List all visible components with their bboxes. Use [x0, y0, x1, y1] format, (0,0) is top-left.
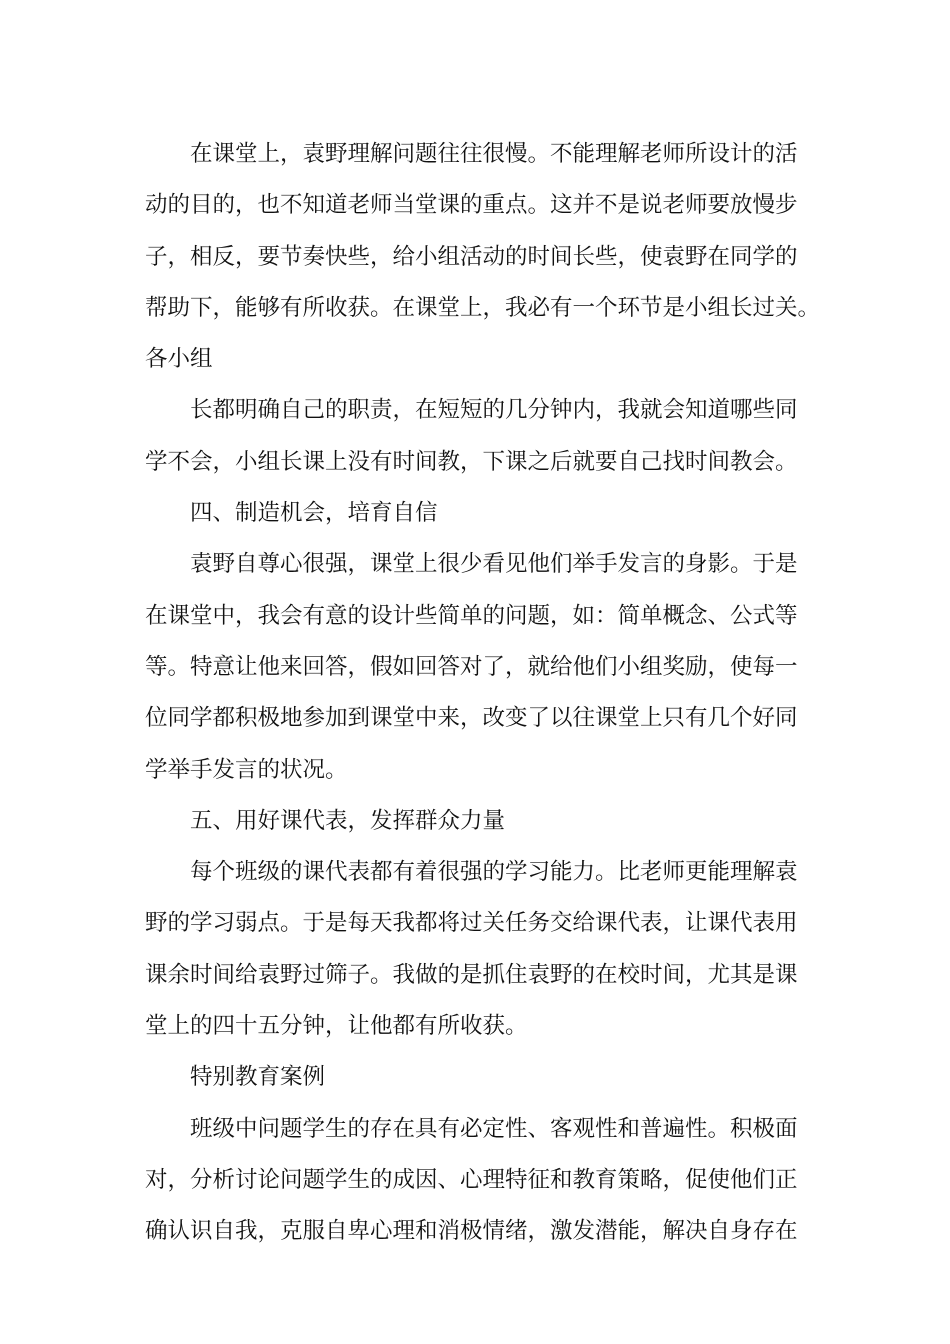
section-heading: 五、用好课代表，发挥群众力量 — [190, 807, 506, 834]
paragraph-line: 在课堂中，我会有意的设计些简单的问题，如：简单概念、公式等 — [145, 602, 798, 629]
paragraph-line: 班级中问题学生的存在具有必定性、客观性和普遍性。积极面 — [190, 1115, 798, 1142]
paragraph-line: 位同学都积极地参加到课堂中来，改变了以往课堂上只有几个好同 — [145, 705, 798, 732]
paragraph-line: 每个班级的课代表都有着很强的学习能力。比老师更能理解袁 — [190, 859, 798, 886]
paragraph-line: 学举手发言的状况。 — [145, 756, 348, 783]
paragraph-line: 在课堂上，袁野理解问题往往很慢。不能理解老师所设计的活 — [190, 141, 798, 167]
paragraph-line: 对，分析讨论问题学生的成因、心理特征和教育策略，促使他们正 — [145, 1166, 798, 1193]
paragraph-line: 袁野自尊心很强，课堂上很少看见他们举手发言的身影。于是 — [190, 551, 798, 578]
section-heading: 四、制造机会，培育自信 — [190, 500, 438, 527]
paragraph-line: 学不会，小组长课上没有时间教，下课之后就要自己找时间教会。 — [145, 448, 798, 475]
document-body — [145, 136, 821, 1265]
paragraph-line: 子，相反，要节奏快些，给小组活动的时间长些，使袁野在同学的 — [145, 243, 798, 270]
paragraph-line: 帮助下，能够有所收获。在课堂上，我必有一个环节是小组长过关。 — [145, 294, 821, 321]
paragraph-line: 堂上的四十五分钟，让他都有所收获。 — [145, 1013, 528, 1040]
paragraph-line: 确认识自我，克服自卑心理和消极情绪，激发潜能，解决自身存在 — [145, 1218, 798, 1245]
paragraph-line: 野的学习弱点。于是每天我都将过关任务交给课代表，让课代表用 — [145, 910, 798, 937]
paragraph-line: 动的目的，也不知道老师当堂课的重点。这并不是说老师要放慢步 — [145, 192, 798, 219]
paragraph-line: 课余时间给袁野过筛子。我做的是抓住袁野的在校时间，尤其是课 — [145, 961, 798, 988]
paragraph-line: 长都明确自己的职责，在短短的几分钟内，我就会知道哪些同 — [190, 397, 798, 424]
paragraph-line: 等。特意让他来回答，假如回答对了，就给他们小组奖励，使每一 — [145, 653, 798, 680]
section-heading: 特别教育案例 — [190, 1064, 326, 1091]
paragraph-line: 各小组 — [145, 346, 213, 373]
